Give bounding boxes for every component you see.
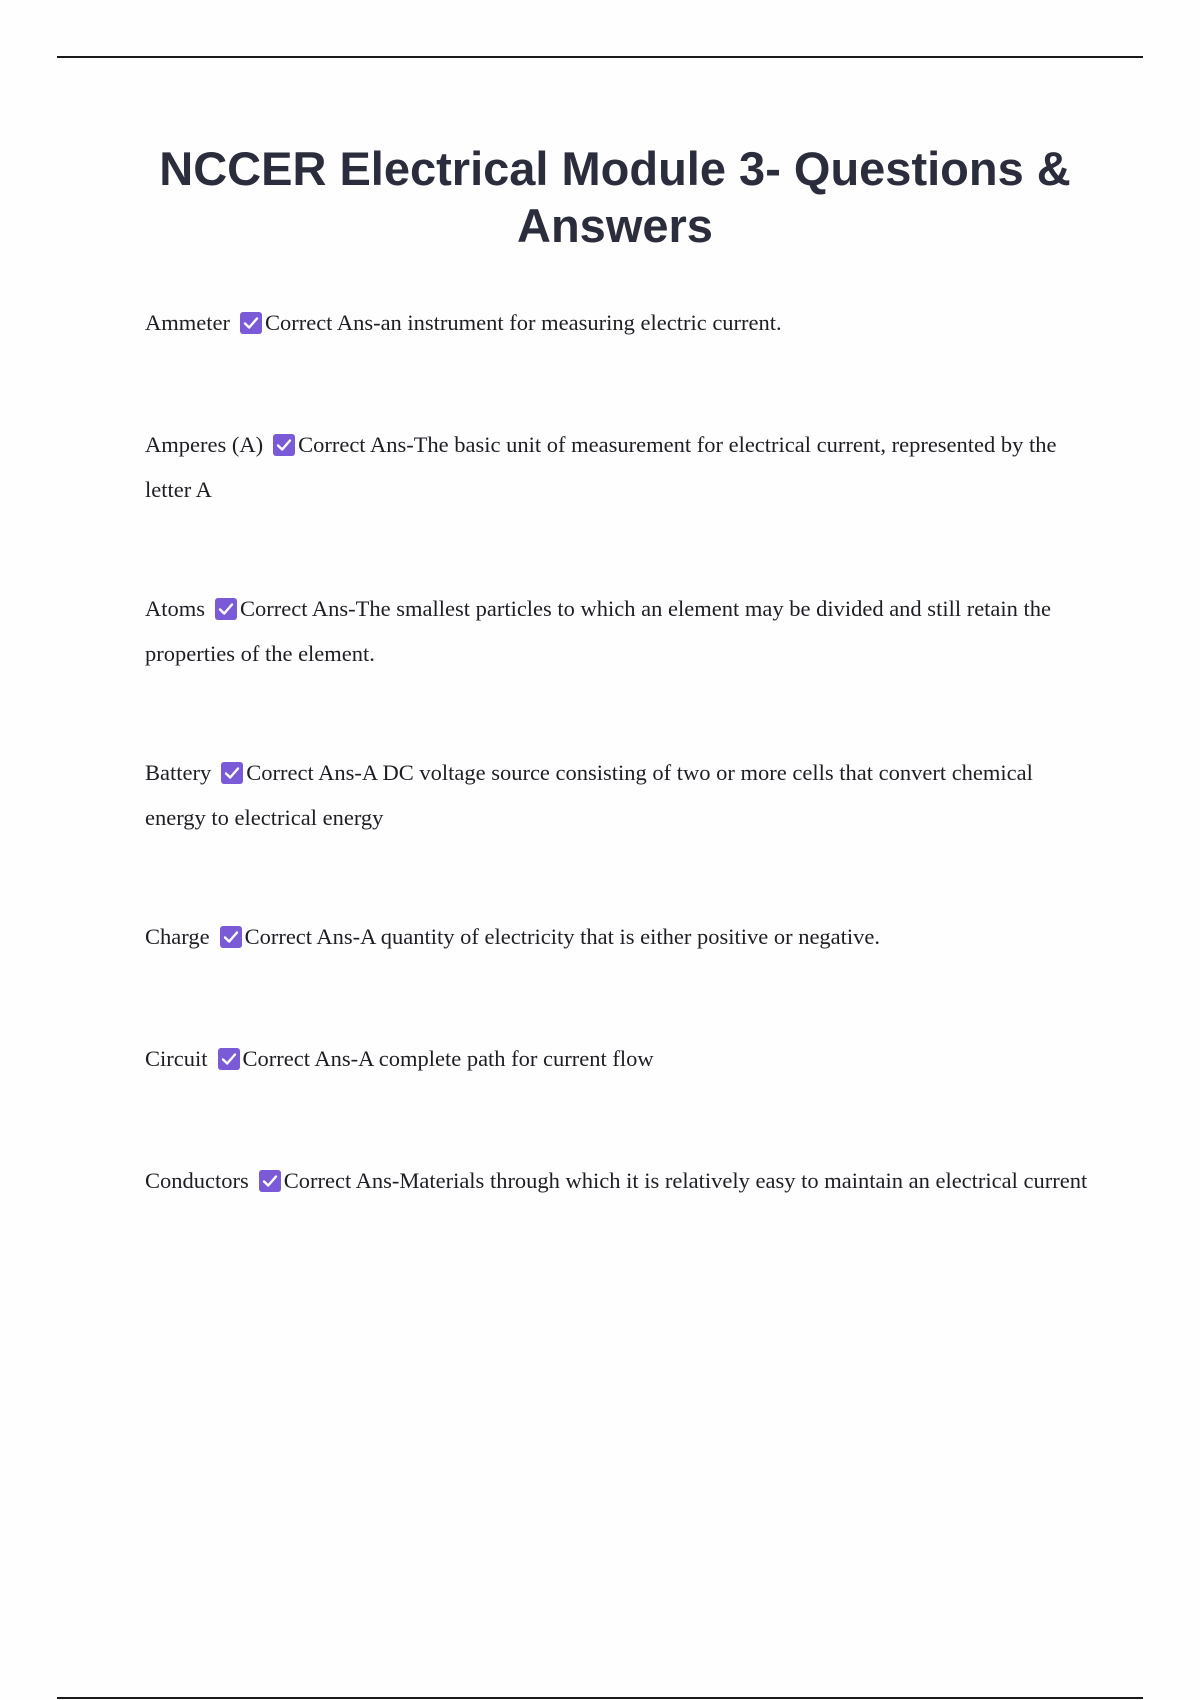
checkbox-checked-icon [221, 762, 243, 784]
checkbox-checked-icon [240, 312, 262, 334]
qa-item [145, 586, 1090, 676]
checkbox-checked-icon [273, 434, 295, 456]
qa-item [145, 1158, 1090, 1203]
qa-term: Circuit [145, 1046, 208, 1071]
qa-term: Atoms [145, 596, 206, 621]
qa-term: Amperes (A) [145, 432, 264, 457]
qa-answer: Correct Ans-A DC voltage source consisting of two or more cells that convert chemical energy to electrical energy [145, 760, 1033, 830]
qa-item [145, 1036, 1090, 1081]
checkbox-checked-icon [220, 926, 242, 948]
qa-term: Ammeter [145, 310, 230, 335]
qa-term: Battery [145, 760, 212, 785]
checkbox-checked-icon [215, 598, 237, 620]
qa-answer: Correct Ans-The basic unit of measurement for electrical current, represented by the letter A [145, 432, 1057, 502]
checkbox-checked-icon [218, 1048, 240, 1070]
checkbox-checked-icon [259, 1170, 281, 1192]
qa-item [145, 422, 1090, 512]
qa-item [145, 300, 1090, 345]
qa-term: Conductors [145, 1168, 249, 1193]
qa-answer: Correct Ans-A quantity of electricity that is either positive or negative. [244, 924, 881, 949]
qa-answer: Correct Ans-an instrument for measuring electric current. [264, 310, 782, 335]
qa-answer: Correct Ans-Materials through which it is relatively easy to maintain an electrical current [283, 1168, 1088, 1193]
page-title: NCCER Electrical Module 3- Questions & Answers [159, 142, 1071, 252]
qa-item [145, 750, 1090, 840]
qa-answer: Correct Ans-The smallest particles to which an element may be divided and still retain the properties of the element. [145, 596, 1052, 666]
qa-item [145, 914, 1090, 959]
footer-divider [57, 1697, 1143, 1699]
qa-term: Charge [145, 924, 210, 949]
header-divider [57, 56, 1143, 58]
qa-answer: Correct Ans-A complete path for current flow [242, 1046, 654, 1071]
